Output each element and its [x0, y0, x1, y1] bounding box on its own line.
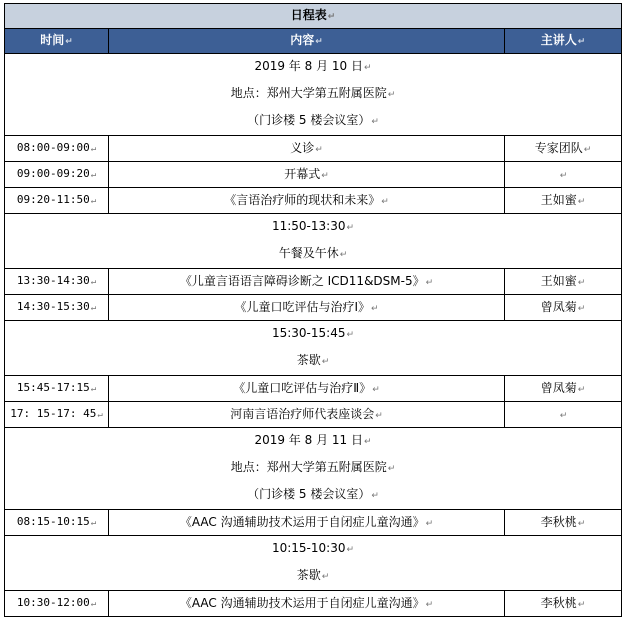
speaker-cell: ↵ [505, 402, 622, 428]
schedule-row [5, 188, 622, 214]
schedule-row [5, 136, 622, 162]
schedule-row [5, 376, 622, 402]
header-content: 内容↵ [109, 29, 505, 54]
speaker-cell: 王如蜜↵ [505, 269, 622, 295]
content-cell: 《言语治疗师的现状和未来》↵ [109, 188, 505, 214]
section-line: 11:50-13:30↵ [271, 219, 355, 233]
content-cell: 义诊↵ [109, 136, 505, 162]
speaker-cell: ↵ [505, 162, 622, 188]
header-speaker: 主讲人↵ [505, 29, 622, 54]
content-cell: 《AAC 沟通辅助技术运用于自闭症儿童沟通》↵ [109, 591, 505, 617]
section-cell [5, 536, 622, 591]
section-row [5, 536, 622, 591]
time-cell: 09:00-09:20↵ [5, 162, 109, 188]
speaker-cell: 李秋桃↵ [505, 510, 622, 536]
time-cell: 17: 15-17: 45↵ [5, 402, 109, 428]
header-row [5, 29, 622, 54]
time-cell: 13:30-14:30↵ [5, 269, 109, 295]
content-cell: 《AAC 沟通辅助技术运用于自闭症儿童沟通》↵ [109, 510, 505, 536]
section-line: 10:15-10:30↵ [271, 541, 355, 555]
time-cell: 08:00-09:00↵ [5, 136, 109, 162]
speaker-cell: 曾凤菊↵ [505, 295, 622, 321]
section-line: 2019 年 8 月 10 日↵ [254, 59, 372, 73]
time-cell: 08:15-10:15↵ [5, 510, 109, 536]
speaker-cell: 曾凤菊↵ [505, 376, 622, 402]
table-title: 日程表↵ [5, 4, 622, 29]
section-line: 地点：郑州大学第五附属医院↵ [230, 460, 396, 474]
schedule-row [5, 162, 622, 188]
content-cell: 开幕式↵ [109, 162, 505, 188]
section-row [5, 54, 622, 136]
schedule-row [5, 295, 622, 321]
section-cell [5, 214, 622, 269]
time-cell: 14:30-15:30↵ [5, 295, 109, 321]
section-row [5, 321, 622, 376]
schedule-row [5, 269, 622, 295]
section-line: 午餐及午休↵ [278, 246, 348, 260]
section-row [5, 214, 622, 269]
section-line: 15:30-15:45↵ [271, 326, 355, 340]
time-cell: 09:20-11:50↵ [5, 188, 109, 214]
schedule-row [5, 510, 622, 536]
schedule-row [5, 591, 622, 617]
section-line: 2019 年 8 月 11 日↵ [254, 433, 372, 447]
speaker-cell: 李秋桃↵ [505, 591, 622, 617]
schedule-row [5, 402, 622, 428]
section-line: 茶歇↵ [296, 568, 330, 582]
header-time: 时间↵ [5, 29, 109, 54]
title-row [5, 4, 622, 29]
section-row [5, 428, 622, 510]
section-line: 茶歇↵ [296, 353, 330, 367]
time-cell: 10:30-12:00↵ [5, 591, 109, 617]
content-cell: 《儿童言语语言障碍诊断之 ICD11&DSM-5》↵ [109, 269, 505, 295]
content-cell: 《儿童口吃评估与治疗Ⅱ》↵ [109, 376, 505, 402]
content-cell: 《儿童口吃评估与治疗Ⅰ》↵ [109, 295, 505, 321]
speaker-cell: 王如蜜↵ [505, 188, 622, 214]
section-line: （门诊楼 5 楼会议室）↵ [247, 113, 379, 127]
section-line: （门诊楼 5 楼会议室）↵ [247, 487, 379, 501]
speaker-cell: 专家团队↵ [505, 136, 622, 162]
section-cell [5, 54, 622, 136]
content-cell: 河南言语治疗师代表座谈会↵ [109, 402, 505, 428]
time-cell: 15:45-17:15↵ [5, 376, 109, 402]
schedule-table [4, 3, 622, 617]
section-cell [5, 428, 622, 510]
section-line: 地点：郑州大学第五附属医院↵ [230, 86, 396, 100]
section-cell [5, 321, 622, 376]
